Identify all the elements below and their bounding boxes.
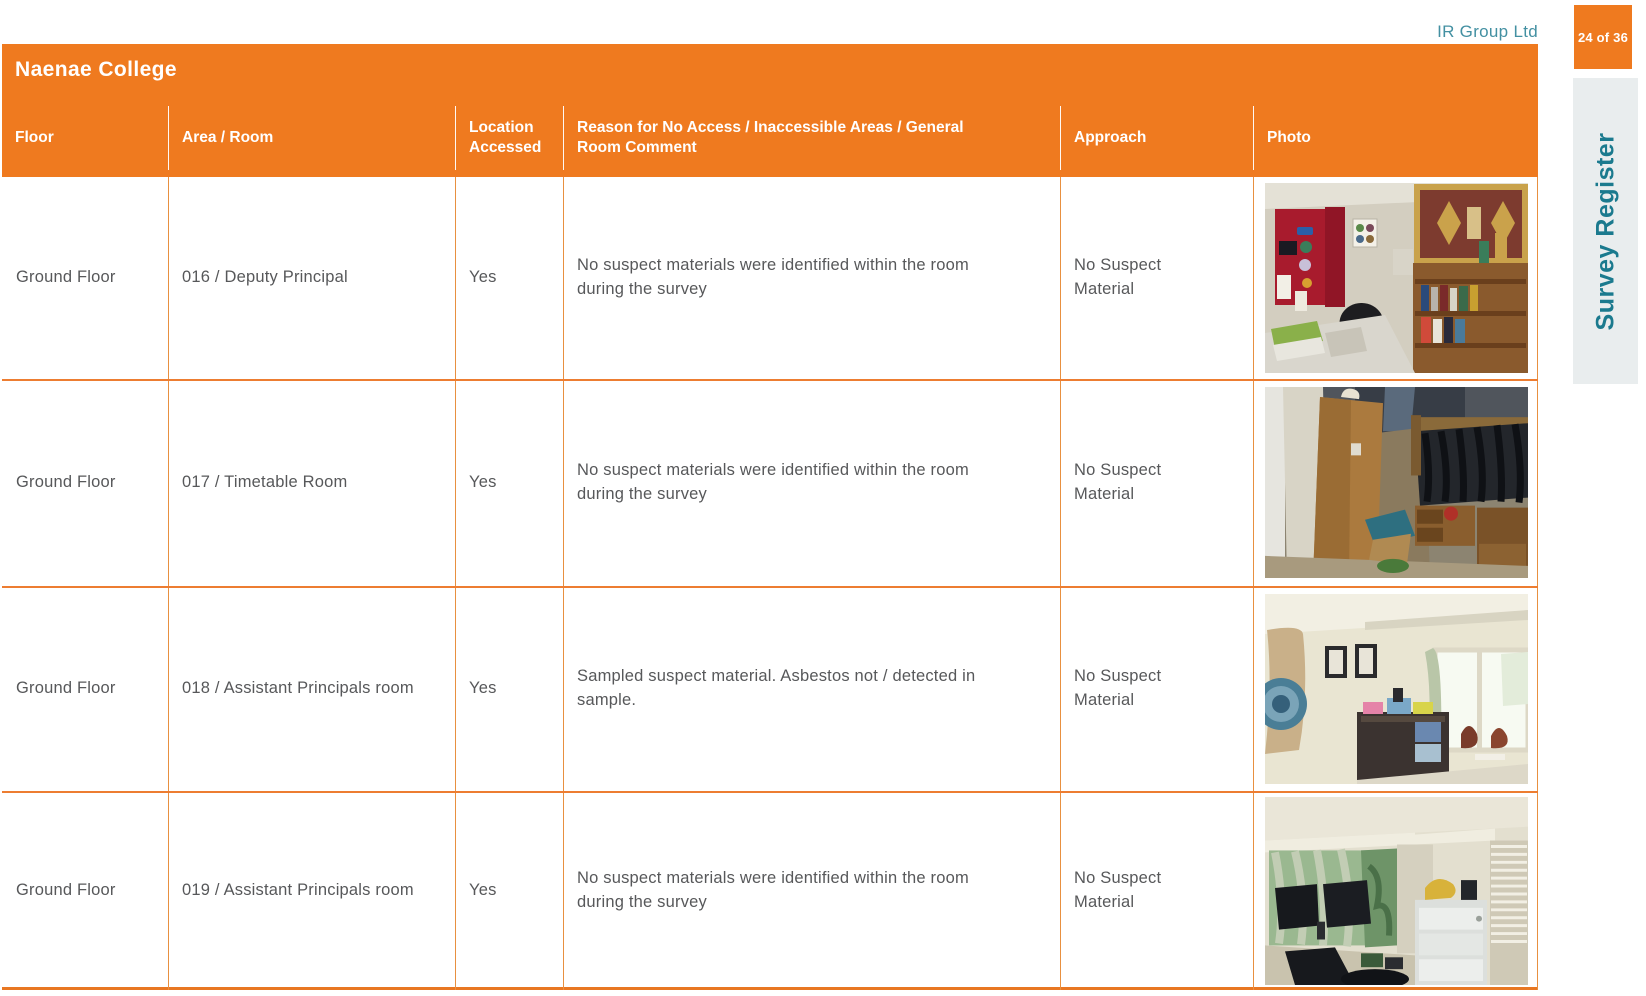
column-header-area-room: Area / Room [168,106,455,170]
column-header-approach: Approach [1060,106,1253,170]
table-header [2,44,1538,177]
column-header-floor: Floor [15,128,54,146]
company-name: IR Group Ltd [1437,22,1538,41]
column-header-photo: Photo [1253,106,1538,170]
side-tab-label: Survey Register [1591,132,1619,330]
cell-area-room: 019 / Assistant Principals room [182,880,414,899]
cell-reason: Sampled suspect material. Asbestos not / detected in sample. [577,666,976,709]
cell-approach: No Suspect Material [1074,868,1162,911]
cell-reason: No suspect materials were identified within the room during the survey [577,868,969,911]
room-photo [1265,594,1528,784]
cell-location-accessed: Yes [469,472,497,491]
cell-floor: Ground Floor [16,268,116,287]
cell-approach: No Suspect Material [1074,666,1162,709]
cell-floor: Ground Floor [16,678,116,697]
cell-location-accessed: Yes [469,880,497,899]
cell-reason: No suspect materials were identified within the room during the survey [577,460,969,503]
cell-area-room: 018 / Assistant Principals room [182,678,414,697]
column-divider [1253,177,1254,990]
cell-floor: Ground Floor [16,472,116,491]
column-header-reason: Reason for No Access / Inaccessible Areas / General Room Comment [563,106,1060,170]
side-tab [1573,78,1638,384]
cell-area-room: 016 / Deputy Principal [182,268,348,287]
room-photo [1265,183,1528,373]
cell-location-accessed: Yes [469,678,497,697]
room-photo [1265,387,1528,578]
column-header-location-accessed: Location Accessed [455,106,563,170]
cell-approach: No Suspect Material [1074,256,1162,298]
cell-reason: No suspect materials were identified within the room during the survey [577,256,969,298]
page-number-badge: 24 of 36 [1574,5,1632,69]
cell-area-room: 017 / Timetable Room [182,472,348,491]
table-right-border [1537,177,1538,990]
cell-approach: No Suspect Material [1074,460,1162,503]
cell-location-accessed: Yes [469,268,497,287]
table-body [2,177,1538,990]
cell-floor: Ground Floor [16,880,116,899]
room-photo [1265,797,1528,985]
page-title: Naenae College [15,58,177,81]
